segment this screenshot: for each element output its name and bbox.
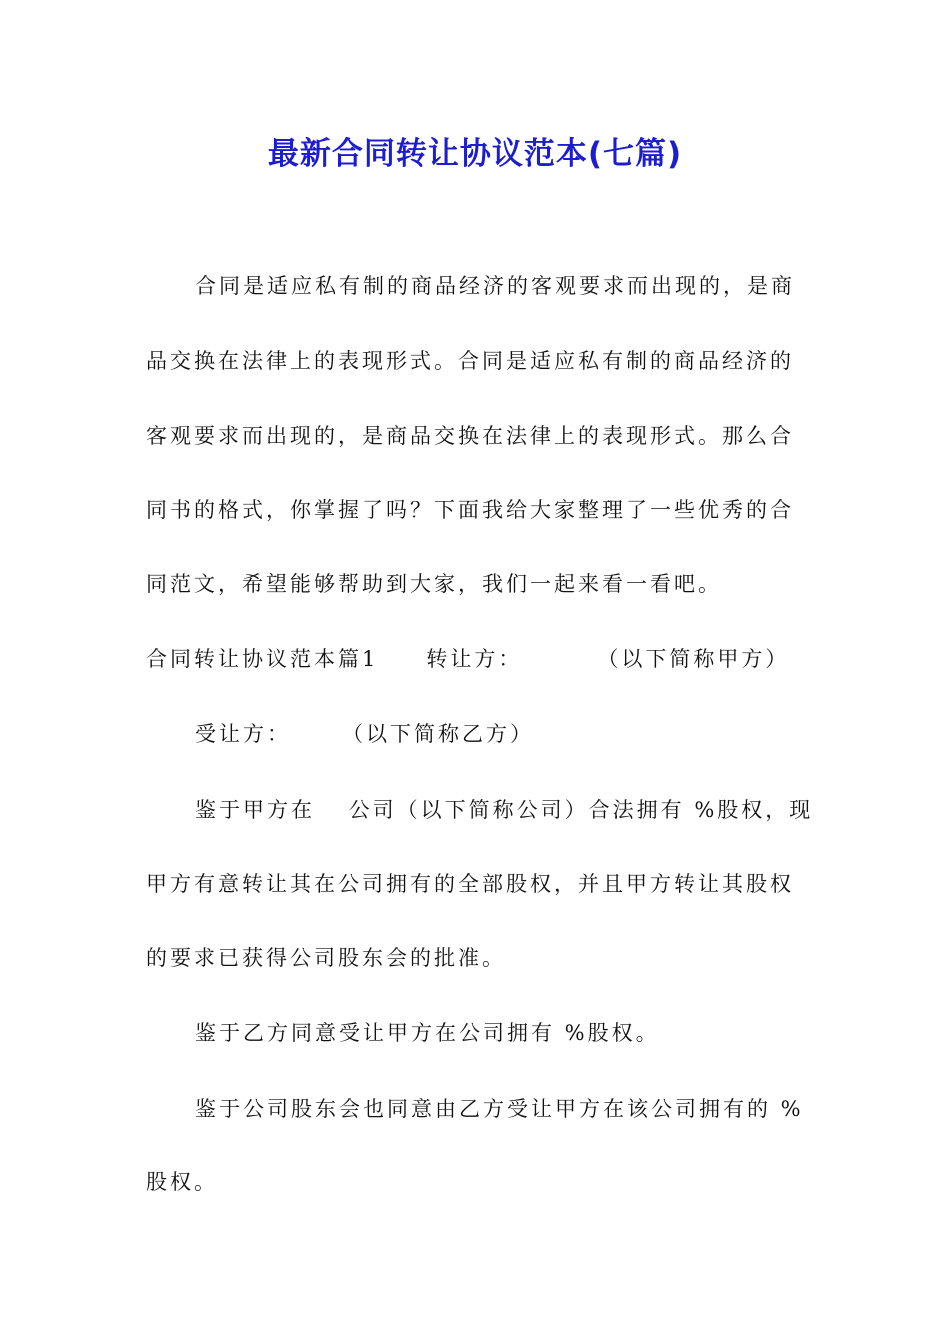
- paragraph-line: 同书的格式，你掌握了吗？下面我给大家整理了一些优秀的合: [146, 498, 794, 522]
- paragraph-line: 客观要求而出现的，是商品交换在法律上的表现形式。那么合: [146, 424, 794, 448]
- document-title: 最新合同转让协议范本(七篇): [267, 136, 683, 172]
- paragraph-line: 鉴于公司股东会也同意由乙方受让甲方在该公司拥有的 %: [195, 1097, 804, 1121]
- paragraph-line: 品交换在法律上的表现形式。合同是适应私有制的商品经济的: [146, 349, 794, 373]
- paragraph-line: 的要求已获得公司股东会的批准。: [146, 946, 506, 970]
- paragraph-line: 鉴于甲方在 公司（以下简称公司）合法拥有 %股权，现: [195, 798, 814, 822]
- paragraph-line: 鉴于乙方同意受让甲方在公司拥有 %股权。: [195, 1021, 660, 1045]
- paragraph-line: 合同是适应私有制的商品经济的客观要求而出现的，是商: [195, 274, 795, 298]
- paragraph-line: 同范文，希望能够帮助到大家，我们一起来看一看吧。: [146, 572, 722, 596]
- section-heading-line: 合同转让协议范本篇1 转让方： （以下简称甲方）: [146, 647, 790, 671]
- paragraph-line: 甲方有意转让其在公司拥有的全部股权，并且甲方转让其股权: [146, 872, 794, 896]
- paragraph-line: 受让方： （以下简称乙方）: [195, 722, 534, 746]
- paragraph-line: 股权。: [146, 1170, 218, 1194]
